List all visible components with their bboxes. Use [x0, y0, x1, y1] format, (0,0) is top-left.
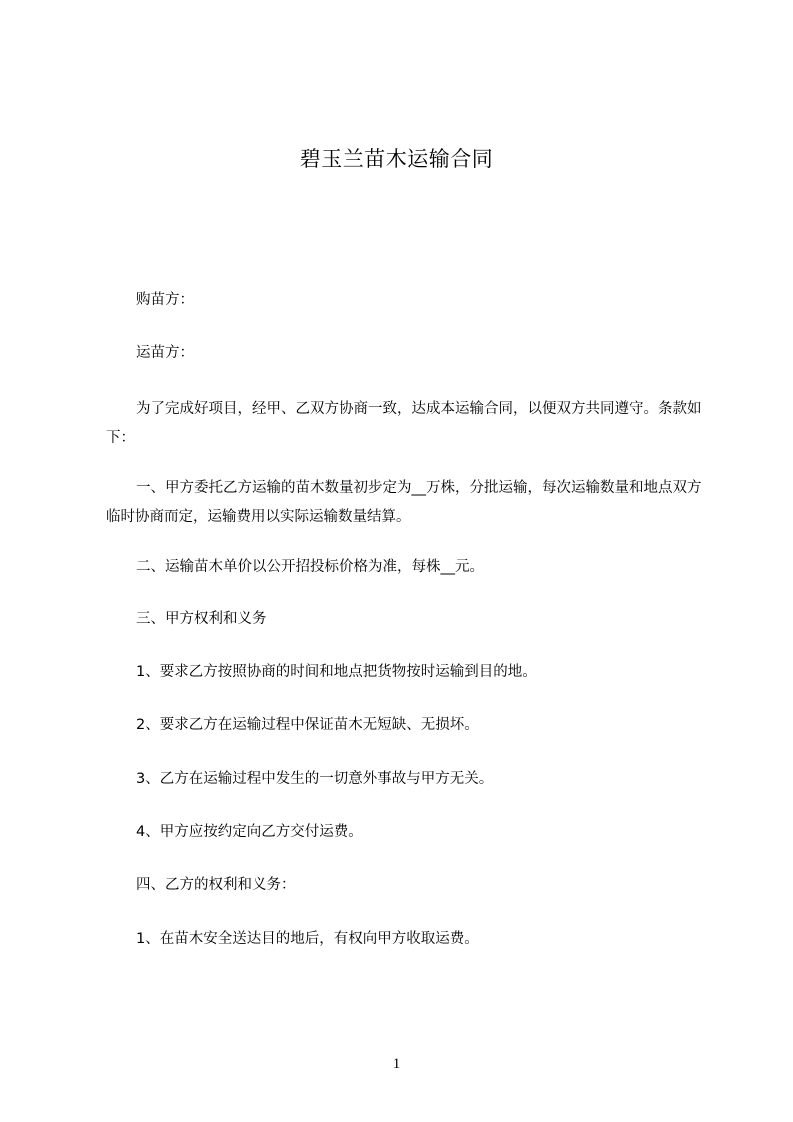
- clause-3-item-1: 1、要求乙方按照协商的时间和地点把货物按时运输到目的地。: [136, 664, 537, 680]
- intro-paragraph: 为了完成好项目，经甲、乙双方协商一致，达成本运输合同，以便双方共同遵守。条款如下：: [106, 401, 702, 446]
- clause-2: 二、运输苗木单价以公开招投标价格为准，每株__元。: [136, 559, 484, 575]
- carrier-label: 运苗方：: [136, 345, 194, 361]
- clause-1: 一、甲方委托乙方运输的苗木数量初步定为__万株，分批运输，每次运输数量和地点双方临时协商而定，运输费用以实际运输数量结算。: [106, 480, 702, 525]
- document-title: 碧玉兰苗木运输合同: [299, 147, 494, 171]
- clause-4-heading: 四、乙方的权利和义务：: [136, 877, 296, 893]
- buyer-label: 购苗方：: [136, 292, 194, 308]
- page-number: 1: [392, 1056, 401, 1072]
- clause-3-item-4: 4、甲方应按约定向乙方交付运费。: [136, 824, 363, 840]
- clause-3-item-2: 2、要求乙方在运输过程中保证苗木无短缺、无损坏。: [136, 717, 479, 733]
- clause-3-heading: 三、甲方权利和义务: [136, 611, 267, 627]
- clause-3-item-3: 3、乙方在运输过程中发生的一切意外事故与甲方无关。: [136, 771, 494, 787]
- clause-4-item-1: 1、在苗木安全送达目的地后，有权向甲方收取运费。: [136, 931, 479, 947]
